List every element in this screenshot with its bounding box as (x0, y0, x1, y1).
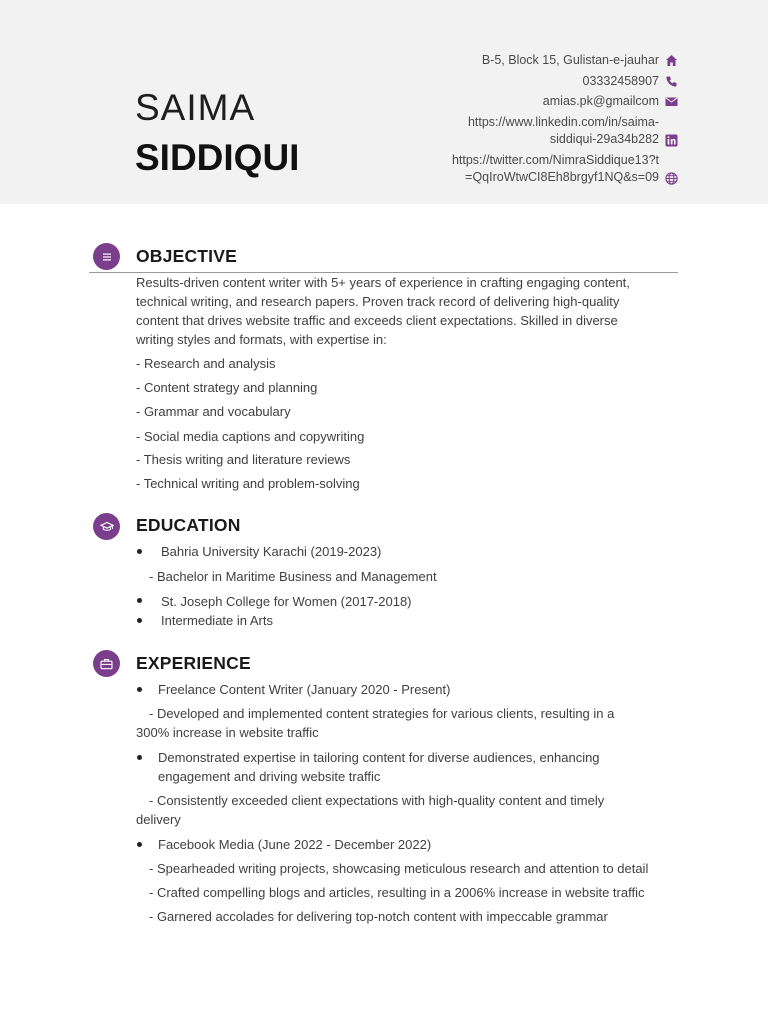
education-item: St. Joseph College for Women (2017-2018) (161, 594, 412, 609)
skill-item: - Technical writing and problem-solving (136, 476, 360, 491)
contact-info (358, 52, 678, 190)
item-line: Demonstrated expertise in tailoring content for diverse audiences, enhancing (158, 750, 600, 765)
education-item: Bahria University Karachi (2019-2023) (161, 544, 382, 559)
contact-phone (358, 73, 678, 91)
experience-section-icon (93, 650, 120, 677)
bullet (137, 549, 142, 554)
experience-detail: - Garnered accolades for delivering top-notch content with impeccable grammar (149, 909, 608, 924)
last-name: SIDDIQUI (135, 137, 300, 178)
phone-icon (665, 75, 678, 88)
skill-item: - Social media captions and copywriting (136, 429, 365, 444)
experience-detail: - Crafted compelling blogs and articles, resulting in a 2006% increase in website traffic (149, 885, 645, 900)
bullet (137, 598, 142, 603)
contact-linkedin (358, 114, 678, 149)
experience-item: Freelance Content Writer (January 2020 - Present) (158, 682, 451, 697)
bullet (137, 755, 142, 760)
objective-line: technical writing, and research papers. Proven track record of delivering high-quality (136, 294, 620, 309)
contact-email (358, 93, 678, 111)
skill-item: - Grammar and vocabulary (136, 404, 291, 419)
experience-item (158, 748, 681, 786)
bullet (137, 842, 142, 847)
detail-line: delivery (136, 812, 181, 827)
resume-header (0, 0, 768, 204)
linkedin-line-2: siddiqui-29a34b282 (549, 132, 659, 146)
skill-item: - Research and analysis (136, 356, 276, 371)
objective-line: Results-driven content writer with 5+ years of experience in crafting engaging content, (136, 275, 630, 290)
bullet (137, 687, 142, 692)
experience-item: Facebook Media (June 2022 - December 2022) (158, 837, 432, 852)
address-text: B-5, Block 15, Gulistan-e-jauhar (481, 53, 659, 67)
graduation-cap-icon (100, 521, 114, 533)
website-line-1: https://twitter.com/NimraSiddique13?t (451, 152, 659, 167)
detail-line: 300% increase in website traffic (136, 725, 319, 740)
experience-title: EXPERIENCE (136, 653, 251, 673)
detail-line: - Consistently exceeded client expectations with high-quality content and timely (149, 793, 605, 808)
linkedin-icon (665, 134, 678, 147)
contact-website (358, 152, 678, 187)
experience-detail (136, 704, 681, 742)
objective-section-icon (93, 243, 120, 270)
objective-title: OBJECTIVE (136, 246, 237, 266)
objective-line: content that drives website traffic and exceeds client expectations. Skilled in diverse (136, 313, 618, 328)
item-line: engagement and driving website traffic (158, 769, 381, 784)
first-name: SAIMA (135, 87, 256, 128)
email-text: amias.pk@gmailcom (542, 94, 659, 108)
objective-line: writing styles and formats, with expertise in: (136, 332, 387, 347)
detail-line: - Developed and implemented content strategies for various clients, resulting in a (149, 706, 615, 721)
objective-paragraph (136, 273, 681, 349)
website-line-2: =QqIroWtwCI8Eh8brgyf1NQ&s=09 (465, 170, 659, 184)
skill-item: - Thesis writing and literature reviews (136, 452, 351, 467)
phone-text: 03332458907 (582, 73, 659, 88)
education-item: Intermediate in Arts (161, 613, 273, 628)
education-title: EDUCATION (136, 515, 241, 535)
globe-icon (665, 172, 678, 185)
education-section-icon (93, 513, 120, 540)
email-icon (665, 95, 678, 108)
skill-item: - Content strategy and planning (136, 380, 318, 395)
home-icon (665, 54, 678, 67)
experience-detail: - Spearheaded writing projects, showcasing meticulous research and attention to detail (149, 861, 649, 876)
linkedin-line-1: https://www.linkedin.com/in/saima- (467, 114, 659, 129)
experience-detail (136, 791, 681, 829)
briefcase-icon (100, 658, 113, 670)
list-icon (101, 251, 113, 263)
education-detail: - Bachelor in Maritime Business and Management (149, 569, 437, 584)
contact-address (358, 52, 678, 70)
bullet (137, 618, 142, 623)
